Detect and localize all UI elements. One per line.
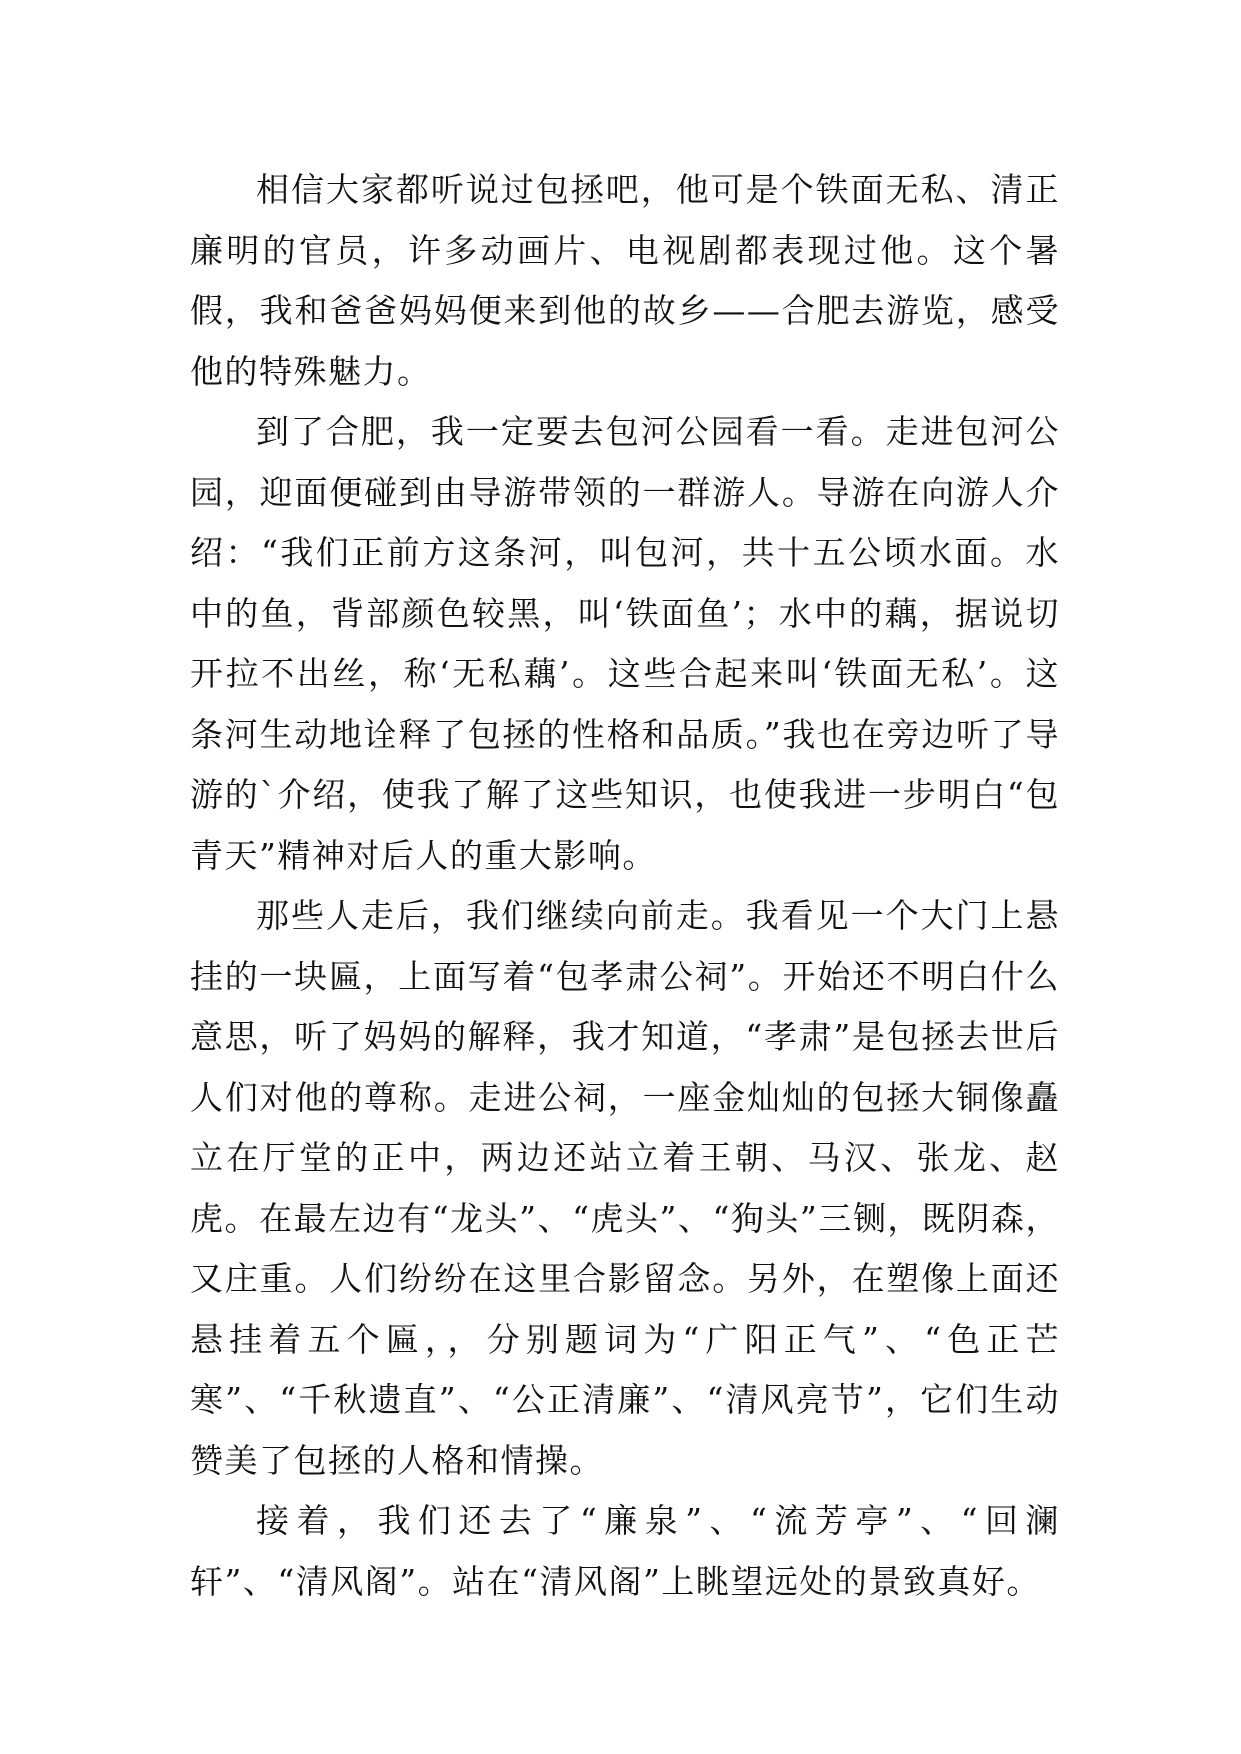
- paragraph-2: 到了合肥，我一定要去包河公园看一看。走进包河公园，迎面便碰到由导游带领的一群游人。导游在向游人介绍：“我们正前方这条河，叫包河，共十五公顷水面。水中的鱼，背部颜色较黑，叫‘铁面鱼’；水中的藕，据说切开拉不出丝，称‘无私藕’。这些合起来叫‘铁面无私’。这条河生动地诠释了包拯的性格和品质。”我也在旁边听了导游的`介绍，使我了解了这些知识，也使我进一步明白“包青天”精神对后人的重大影响。: [190, 412, 1060, 875]
- paragraph-1: 相信大家都听说过包拯吧，他可是个铁面无私、清正廉明的官员，许多动画片、电视剧都表现过他。这个暑假，我和爸爸妈妈便来到他的故乡——合肥去游览，感受他的特殊魅力。: [190, 170, 1060, 391]
- paragraph-4: 接着，我们还去了“廉泉”、“流芳亭”、“回澜轩”、“清风阁”。站在“清风阁”上眺望远处的景致真好。: [190, 1501, 1060, 1601]
- paragraph-3: 那些人走后，我们继续向前走。我看见一个大门上悬挂的一块匾，上面写着“包孝肃公祠”。开始还不明白什么意思，听了妈妈的解释，我才知道，“孝肃”是包拯去世后人们对他的尊称。走进公祠，一座金灿灿的包拯大铜像矗立在厅堂的正中，两边还站立着王朝、马汉、张龙、赵虎。在最左边有“龙头”、“虎头”、“狗头”三铡，既阴森，又庄重。人们纷纷在这里合影留念。另外，在塑像上面还悬挂着五个匾，，分别题词为“广阳正气”、“色正芒寒”、“千秋遗直”、“公正清廉”、“清风亮节”，它们生动赞美了包拯的人格和情操。: [190, 896, 1060, 1480]
- essay-body: [190, 160, 1060, 1612]
